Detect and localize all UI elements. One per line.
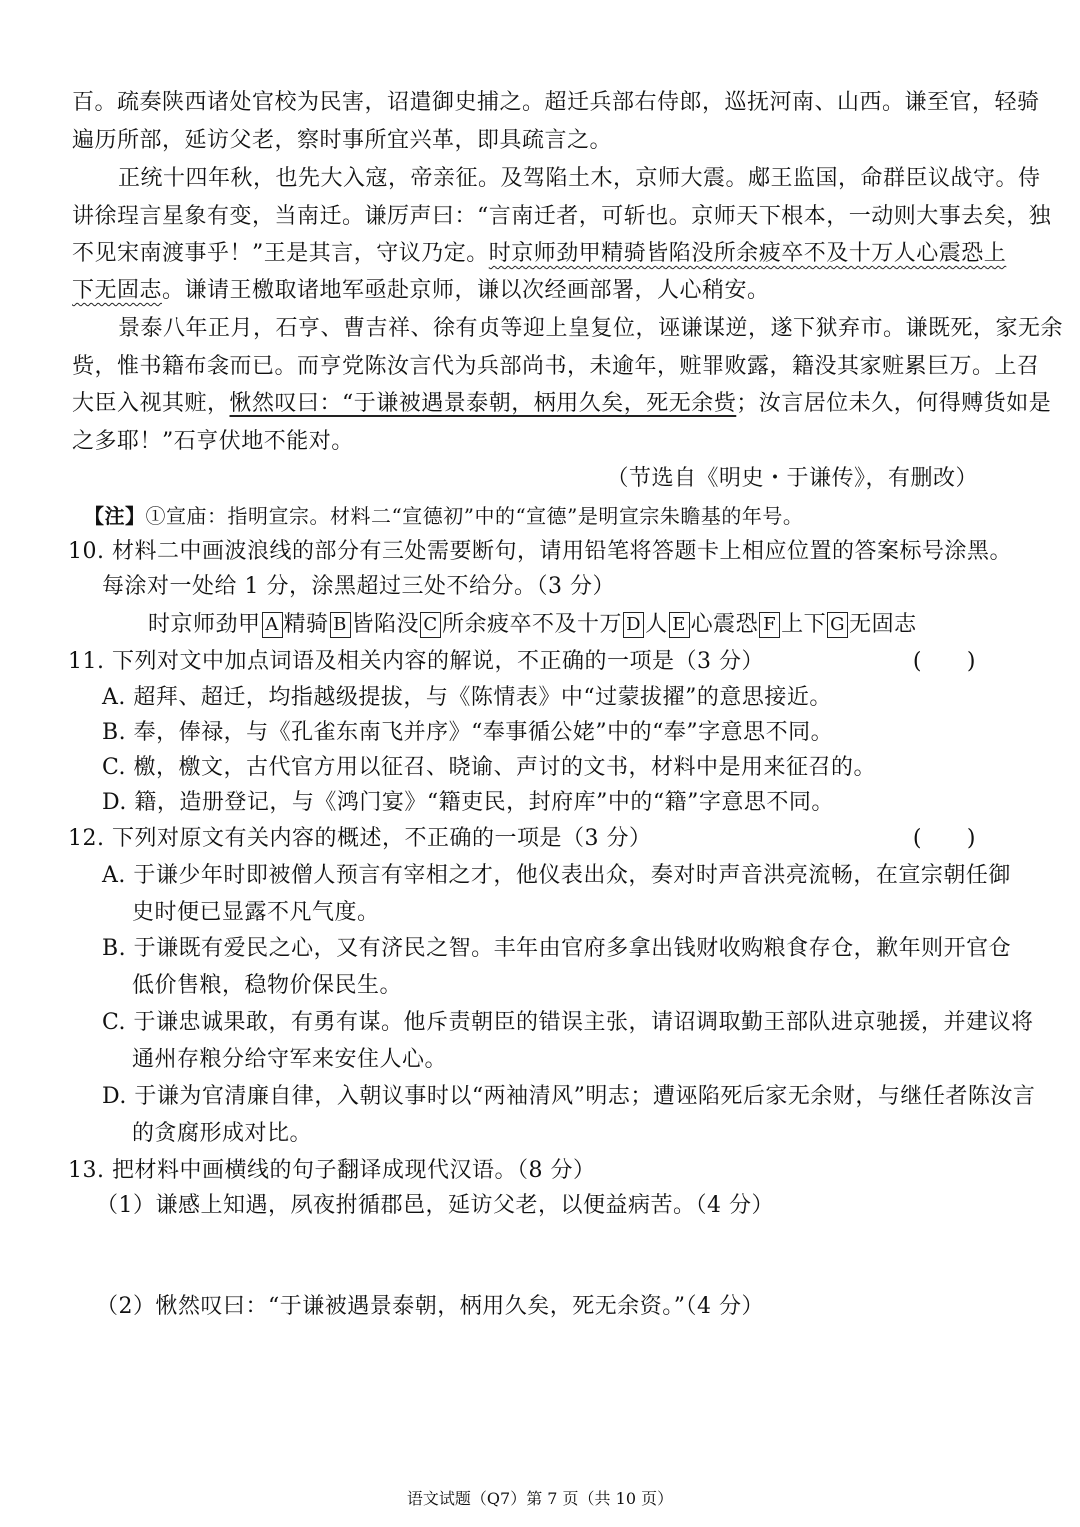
- q13-sentence-2: （2）愀然叹曰：“于谦被遇景泰朝，柄用久矣，死无余资。”（4 分）: [96, 1294, 764, 1319]
- q13-sentence-1: （1）谦感上知遇，夙夜拊循郡邑，延访父老，以便益病苦。（4 分）: [96, 1193, 774, 1218]
- passage-line: 赀，惟书籍布衾而已。而亨党陈汝言代为兵部尚书，未逾年，赃罪败露，籍没其家赃累巨万。上召: [72, 354, 1040, 379]
- question-10-stem: 10. 材料二中画波浪线的部分有三处需要断句，请用铅笔将答题卡上相应位置的答案标号涂黑。: [68, 539, 1012, 564]
- q12-option-d-cont: 的贪腐形成对比。: [132, 1121, 313, 1146]
- page-footer: 语文试题（Q7）第 7 页（共 10 页）: [406, 1489, 674, 1508]
- question-10-stem: 每涂对一处给 1 分，涂黑超过三处不给分。（3 分）: [102, 574, 615, 599]
- note-text: ①宣庙：指明宣宗。材料二“宣德初”中的“宣德”是明宣宗朱瞻基的年号。: [145, 504, 804, 528]
- q10-segment: 上下: [781, 612, 827, 637]
- q11-option-b: B. 奉，俸禄，与《孔雀东南飞并序》“奉事循公姥”中的“奉”字意思不同。: [102, 720, 834, 745]
- q12-option-c: C. 于谦忠诚果敢，有勇有谋。他斥责朝臣的错误主张，请诏调取勤王部队进京驰援，并建议将: [102, 1010, 1034, 1035]
- q11-option-c: C. 檄，檄文，古代官方用以征召、晓谕、声讨的文书，材料中是用来征召的。: [102, 755, 877, 780]
- answer-box-g[interactable]: G: [827, 612, 848, 638]
- passage-text: ；汝言居位未久，何得赙货如是: [736, 391, 1052, 416]
- footnote: [84, 499, 990, 533]
- passage-line: 遍历所部，延访父老，察时事所宜兴革，即具疏言之。: [72, 128, 613, 153]
- passage-line: [72, 274, 978, 308]
- passage-line: 百。疏奏陕西诸处官校为民害，诏遣御史捕之。超迁兵部右侍郎，巡抚河南、山西。谦至官，轻骑: [72, 90, 1040, 115]
- q10-segment: 心震恐: [690, 612, 759, 637]
- q10-segment: 人: [645, 612, 668, 637]
- question-12-stem: 12. 下列对原文有关内容的概述，不正确的一项是（3 分）: [68, 826, 652, 851]
- answer-box-d[interactable]: D: [623, 612, 644, 638]
- passage-text: 不见宋南渡事乎！”王是其言，守议乃定。: [72, 241, 489, 266]
- q12-option-c-cont: 通州存粮分给守军来安住人心。: [132, 1047, 448, 1072]
- passage-line: 之多耶！”石亨伏地不能对。: [72, 429, 354, 454]
- q10-segment: 皆陷没: [351, 612, 420, 637]
- question-11-stem: 11. 下列对文中加点词语及相关内容的解说，不正确的一项是（3 分）: [68, 649, 764, 674]
- answer-box-e[interactable]: E: [669, 612, 690, 638]
- q12-option-a: A. 于谦少年时即被僧人预言有宰相之才，他仪表出众，奏对时声音洪亮流畅，在宣宗朝任御: [102, 863, 1011, 888]
- q12-option-b: B. 于谦既有爱民之心，又有济民之智。丰年由官府多拿出钱财收购粮食存仓，歉年则开官仓: [102, 936, 1012, 961]
- answer-paren[interactable]: ( ): [912, 826, 976, 851]
- question-13-stem: 13. 把材料中画横线的句子翻译成现代汉语。（8 分）: [68, 1158, 596, 1183]
- wavy-underlined-text: 时京师劲甲精骑皆陷没所余疲卒不及十万人心震恐上: [488, 241, 1007, 266]
- passage-line: [72, 237, 1007, 271]
- q10-segment: 精骑: [283, 612, 329, 637]
- q12-option-b-cont: 低价售粮，稳物价保民生。: [132, 973, 403, 998]
- passage-line: 景泰八年正月，石亨、曹吉祥、徐有贞等迎上皇复位，诬谦谋逆，遂下狱弃市。谦既死，家无余: [118, 316, 1064, 341]
- passage-text: 。谦请王檄取诸地军亟赴京师，谦以次经画部署，人心稍安。: [162, 278, 770, 303]
- q12-option-a-cont: 史时便已显露不凡气度。: [132, 900, 380, 925]
- q10-segment: 无固志: [849, 612, 917, 637]
- underlined-text: 愀然叹曰：“于谦被遇景泰朝，柄用久矣，死无余赀: [229, 391, 737, 416]
- answer-box-c[interactable]: C: [420, 612, 441, 638]
- note-label: 【注】: [84, 504, 146, 528]
- q11-option-d: D. 籍，造册登记，与《鸿门宴》“籍吏民，封府库”中的“籍”字意思不同。: [102, 790, 834, 815]
- q10-segment: 时京师劲甲: [148, 612, 261, 637]
- answer-paren[interactable]: ( ): [912, 649, 976, 674]
- q10-sentence-with-boxes: [148, 608, 1054, 642]
- q11-option-a: A. 超拜、超迁，均指越级提拔，与《陈情表》中“过蒙拔擢”的意思接近。: [102, 685, 832, 710]
- answer-box-b[interactable]: B: [330, 612, 351, 638]
- answer-box-f[interactable]: F: [759, 612, 780, 638]
- passage-text: 大臣入视其赃，: [72, 391, 230, 416]
- passage-line: [72, 387, 1052, 421]
- q10-segment: 所余疲卒不及十万: [442, 612, 623, 637]
- source-citation: （节选自《明史・于谦传》，有删改）: [606, 466, 978, 491]
- q12-option-d: D. 于谦为官清廉自律，入朝议事时以“两袖清风”明志；遭诬陷死后家无余财，与继任者陈汝言: [102, 1084, 1036, 1109]
- passage-line: 讲徐珵言星象有变，当南迁。谦厉声曰：“言南迁者，可斩也。京师天下根本，一动则大事去矣，独: [72, 204, 1052, 229]
- answer-box-a[interactable]: A: [262, 612, 283, 638]
- passage-line: 正统十四年秋，也先大入寇，帝亲征。及驾陷土木，京师大震。郕王监国，命群臣议战守。侍: [118, 166, 1041, 191]
- wavy-underlined-text: 下无固志: [72, 278, 163, 303]
